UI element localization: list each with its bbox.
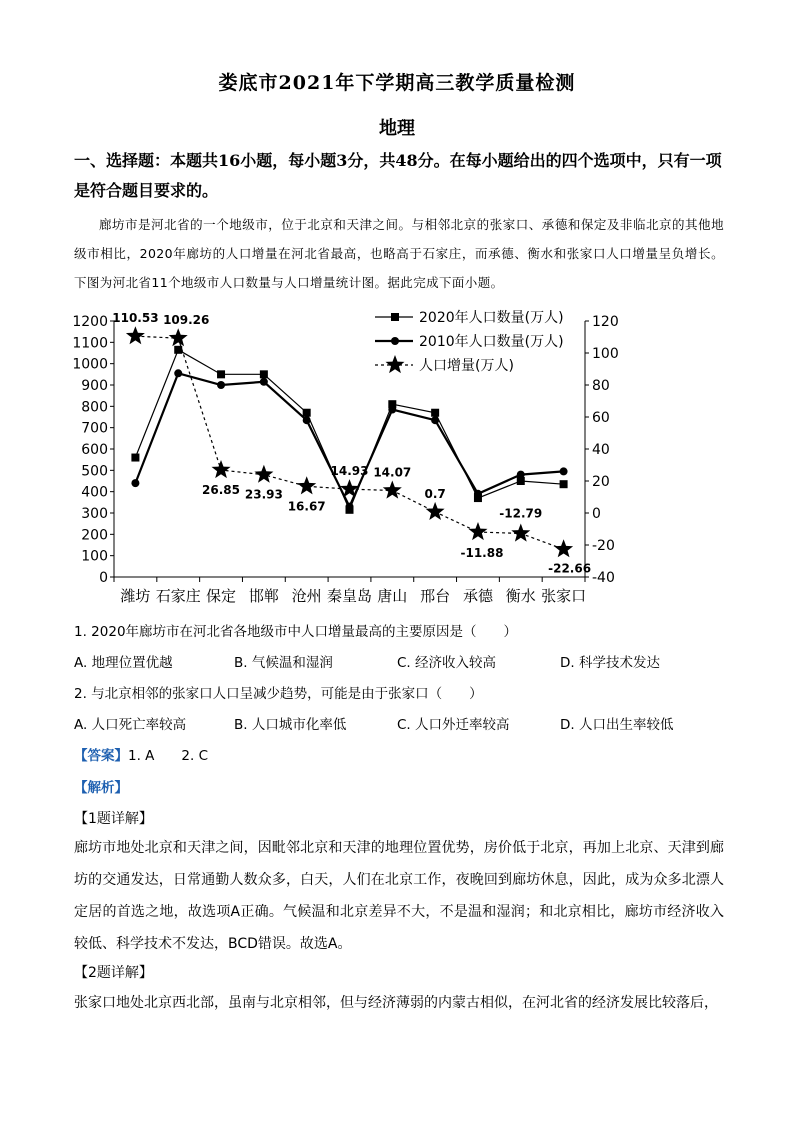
left-tick-label: 500 [81, 463, 108, 480]
right-tick-label: 0 [592, 506, 601, 522]
right-tick-label: 120 [592, 314, 619, 330]
x-tick-label: 邯郸 [248, 587, 279, 605]
question-1-option-d: D. 科学技术发达 [560, 655, 660, 671]
data-label: 110.53 [112, 311, 159, 326]
data-label: 14.93 [330, 464, 369, 479]
right-tick-label: 100 [592, 346, 619, 362]
legend-label: 2020年人口数量(万人) [419, 310, 564, 326]
question-2-option-d: D. 人口出生率较低 [560, 717, 674, 733]
series-point-square [260, 370, 268, 378]
detail-2-heading: 【2题详解】 [74, 965, 153, 981]
answer-tag: 【答案】 [74, 748, 128, 764]
x-tick-label: 唐山 [377, 587, 408, 605]
right-tick-label: 20 [592, 474, 610, 490]
data-label: 23.93 [244, 487, 283, 502]
left-tick-label: 600 [81, 442, 108, 458]
left-tick-label: 300 [81, 506, 108, 522]
analysis-line [74, 776, 128, 796]
detail-1-heading: 【1题详解】 [74, 811, 153, 827]
series-point-square [303, 409, 311, 417]
legend-marker-square [391, 313, 399, 321]
data-label: 109.26 [163, 313, 210, 328]
right-tick-label: 60 [592, 410, 610, 426]
left-tick-label: 1200 [72, 314, 108, 330]
answer-line [74, 744, 208, 764]
question-2-option-c: C. 人口外迁率较高 [397, 717, 510, 733]
detail-2-text: 张家口地处北京西北部，虽南与北京相邻，但与经济薄弱的内蒙古相似，在河北省的经济发展比较落后， [74, 995, 718, 1011]
question-2-stem: 2. 与北京相邻的张家口人口呈减少趋势，可能是由于张家口（ ） [74, 686, 483, 702]
left-tick-label: 100 [81, 548, 108, 565]
right-tick-label: -40 [592, 570, 615, 586]
series-point-circle [346, 503, 354, 511]
x-tick-label: 秦皇岛 [326, 587, 373, 605]
data-label: -11.88 [460, 546, 504, 561]
series-point-square [431, 409, 439, 417]
x-tick-label: 保定 [206, 587, 237, 605]
series-point-star [212, 460, 231, 478]
data-label: 14.07 [373, 465, 412, 480]
series-point-star [468, 522, 487, 540]
exam-title: 娄底市2021年下学期高三教学质量检测 [218, 72, 576, 94]
series-point-circle [474, 490, 482, 498]
left-tick-label: 0 [99, 570, 108, 586]
series-point-square [131, 454, 139, 462]
series-point-circle [517, 471, 525, 479]
detail-1-text: 廊坊市地处北京和天津之间，因毗邻北京和天津的地理位置优势，房价低于北京，再加上北京、天津到廊坊的交通发达，日常通勤人数众多，白天，人们在北京工作，夜晚回到廊坊休息，因此，成为众多北漂人定居的首选之地，故选项A正确。气候温和北京差异不大，不是温和湿润；和北京相比，廊坊市经济收入较低、科学技术不发达，BCD错误。故选A。 [74, 840, 724, 952]
series-point-star [554, 539, 573, 557]
population-chart [62, 305, 742, 610]
x-tick-label: 衡水 [505, 587, 536, 605]
data-label: -22.66 [548, 561, 592, 576]
x-tick-label: 邢台 [420, 587, 451, 605]
series-point-star [169, 328, 188, 346]
section-heading: 一、选择题：本题共16小题，每小题3分，共48分。在每小题给出的四个选项中，只有一项是符合题目要求的。 [74, 151, 722, 200]
left-tick-label: 1100 [72, 335, 108, 352]
x-tick-label: 沧州 [291, 587, 322, 605]
left-tick-label: 900 [81, 378, 108, 394]
series-point-circle [260, 378, 268, 386]
x-tick-label: 张家口 [541, 587, 587, 605]
series-point-circle [131, 479, 139, 487]
legend-marker-star [386, 355, 405, 373]
series-point-square [217, 370, 225, 378]
x-tick-label: 石家庄 [155, 587, 201, 605]
series-point-circle [431, 416, 439, 424]
data-label: 26.85 [202, 483, 241, 498]
series-point-square [174, 346, 182, 354]
reading-passage: 廊坊市是河北省的一个地级市，位于北京和天津之间。与相邻北京的张家口、承德和保定及非临北京的其他地级市相比，2020年廊坊的人口增量在河北省最高，也略高于石家庄，而承德、衡水和张家口人口增量呈负增长。下图为河北省11个地级市人口数量与人口增量统计图。据此完成下面小题。 [74, 217, 724, 290]
series-point-circle [560, 467, 568, 475]
x-tick-label: 潍坊 [120, 587, 151, 605]
series-point-star [383, 481, 402, 499]
data-label: -12.79 [499, 506, 543, 521]
series-point-circle [217, 381, 225, 389]
legend-label: 2010年人口数量(万人) [419, 334, 564, 350]
series-point-circle [303, 416, 311, 424]
question-2-option-b: B. 人口城市化率低 [234, 717, 347, 733]
left-tick-label: 700 [81, 420, 108, 437]
question-1-stem: 1. 2020年廊坊市在河北省各地级市中人口增量最高的主要原因是（ ） [74, 624, 518, 640]
question-1-option-b: B. 气候温和湿润 [234, 655, 333, 671]
left-tick-label: 1000 [72, 356, 108, 373]
right-tick-label: 80 [592, 378, 610, 394]
analysis-tag: 【解析】 [74, 780, 128, 796]
series-point-star [511, 524, 530, 542]
left-tick-label: 800 [81, 399, 108, 416]
answer-text: 1. A 2. C [128, 748, 209, 764]
right-tick-label: 40 [592, 442, 610, 458]
series-point-circle [388, 406, 396, 414]
left-tick-label: 400 [81, 484, 108, 501]
left-tick-label: 200 [81, 527, 108, 544]
legend-label: 人口增量(万人) [419, 358, 514, 374]
series-point-circle [174, 369, 182, 377]
series-point-square [560, 480, 568, 488]
series-point-star [426, 502, 445, 520]
question-1-option-c: C. 经济收入较高 [397, 655, 497, 671]
legend-marker-circle [391, 337, 399, 345]
question-1-option-a: A. 地理位置优越 [74, 655, 173, 671]
x-tick-label: 承德 [462, 587, 493, 605]
question-2-option-a: A. 人口死亡率较高 [74, 717, 187, 733]
right-tick-label: -20 [592, 538, 615, 554]
series-point-star [254, 465, 273, 483]
data-label: 16.67 [287, 499, 326, 514]
series-point-star [126, 326, 145, 344]
subject-title: 地理 [379, 118, 415, 139]
series-point-star [297, 476, 316, 494]
data-label: 0.7 [424, 486, 446, 501]
